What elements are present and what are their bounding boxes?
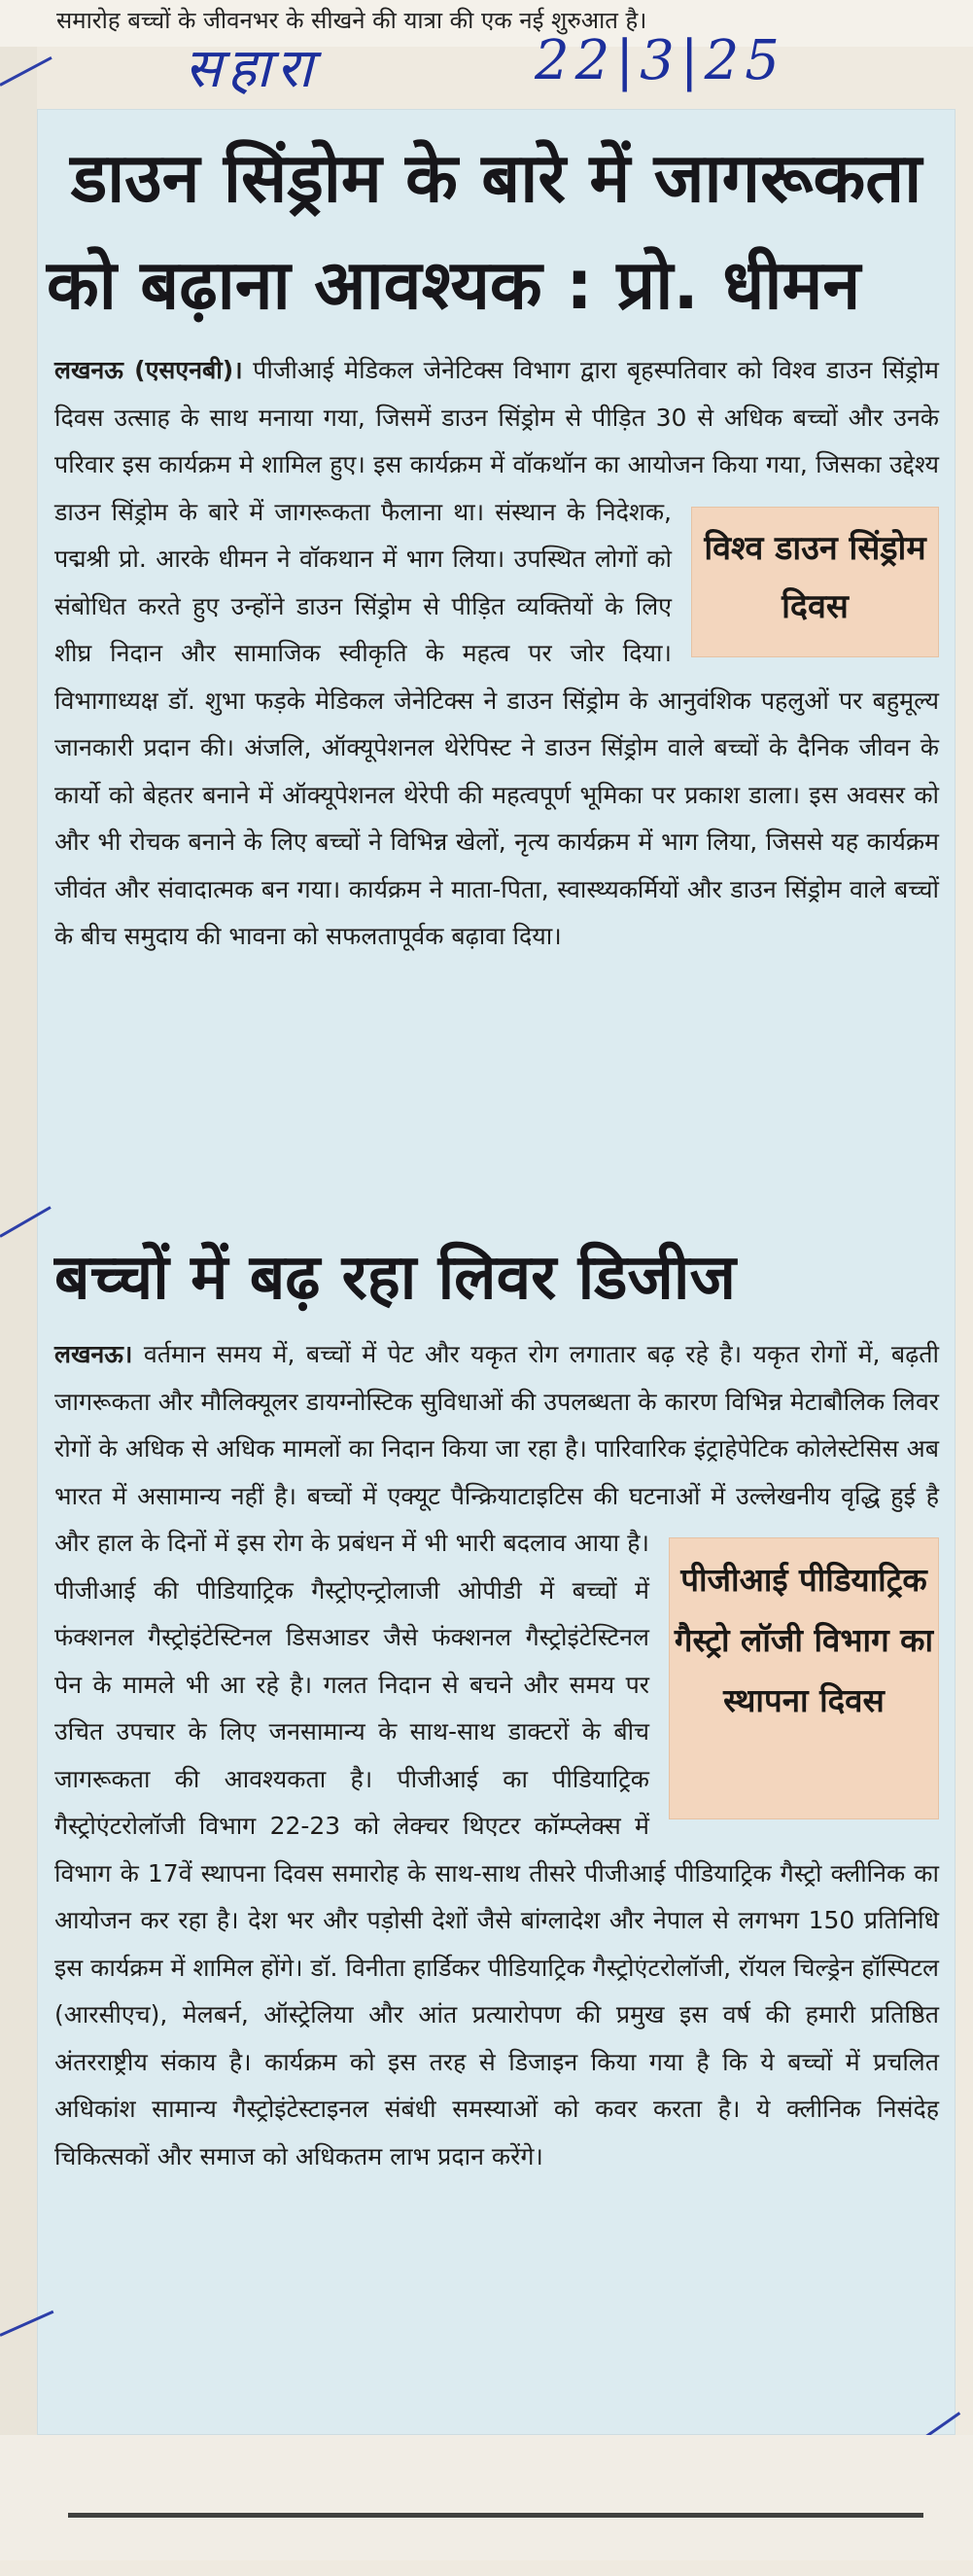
next-article-fragment <box>68 2513 923 2576</box>
article2-body <box>54 1331 939 2180</box>
article1-body-part2: जिसका उद्देश्य डाउन सिंड्रोम के बारे में जागरूकता फैलाना था। संस्थान के निदेशक, पद्मश्री प्रो. आरके धीमन ने वॉकथान में भाग लिया। उपस्थित लोगों को संबोधित करते हुए उन्होंने डाउन सिंड्रोम से पीड़ित व्यक्तियों के लिए शीघ्र निदान और सामाजिक स्वीकृति के महत्व पर जोर दिया। विभागाध्यक्ष डॉ. शुभा फड़के मेडिकल जेनेटिक्स ने डाउन सिंड्रोम के आनुवंशिक पहलुओं पर बहुमूल्य जानकारी प्रदान की। अंजलि, ऑक्यूपेशनल थेरेपिस्ट ने डाउन सिंड्रोम वाले बच्चों के दैनिक जीवन के कार्यो को बेहतर बनाने में ऑक्यूपेशनल थेरेपी की महत्वपूर्ण भूमिका पर प्रकाश डाला। इस अवसर को और भी रोचक बनाने के लिए बच्चों ने विभिन्न खेलों, नृत्य कार्यक्रम में भाग लिया, जिससे यह कार्यक्रम जीवंत और संवादात्मक बन गया। कार्यक्रम ने माता-पिता, स्वास्थ्यकर्मियों और डाउन सिंड्रोम वाले बच्चों के बीच समुदाय की भावना को सफलतापूर्वक बढ़ावा दिया। <box>54 450 939 950</box>
handwritten-annotation <box>185 29 885 107</box>
article1-body <box>54 347 939 961</box>
article1-headline-line2: को बढ़ाना आवश्यक : प्रो. धीमन <box>47 245 861 325</box>
next-article-strip <box>0 2435 973 2560</box>
handwritten-date: 22|3|25 <box>535 29 785 92</box>
previous-article-text: समारोह बच्चों के जीवनभर के सीखने की यात्रा की एक नई शुरुआत है। <box>56 7 647 34</box>
article1-body-part1: पीजीआई मेडिकल जेनेटिक्स विभाग द्वारा बृहस्पतिवार को विश्व डाउन सिंड्रोम दिवस उत्साह के साथ मनाया गया, जिसमें डाउन सिंड्रोम से पीड़ित 30 से अधिक बच्चों और उनके परिवार इस कार्यक्रम मे शामिल हुए। इस कार्यक्रम में वॉकथॉन का आयोजन किया गया, <box>54 356 939 478</box>
article1-dateline: लखनऊ (एसएनबी)। <box>54 356 243 384</box>
article2-headline: बच्चों में बढ़ रहा लिवर डिजीज <box>54 1242 736 1314</box>
article2-body-part1: वर्तमान समय में, बच्चों में पेट और यकृत रोग लगातार बढ़ रहे है। यकृत रोगों में, बढ़ती जागरूकता और मौलिक्यूलर डायग्नोस्टिक सुविधाओं की उपलब्धता के कारण विभिन्न मेटाबौलिक लिवर रोगों के अधिक से अधिक मामलों का निदान किया जा रहा है। पारिवारिक इंट्राहेपेटिक कोलेस्टेसिस अब भारत में असामान्य नहीं है। बच्चों में एक्यूट पैन्क्रियाटाइटिस की घटनाओं में उल्लेखनीय वृद्धि हुई है और हाल के दिनों में इस रोग के <box>54 1340 939 1557</box>
article2-body-part2: प्रबंधन में भी भारी बदलाव आया है। पीजीआई की पीडियाट्रिक गैस्ट्रोएन्ट्रोलाजी ओपीडी में बच्चों में फंक्शनल गैस्ट्रोइंटेस्टिनल डिसआडर जैसे फंक्शनल गैस्ट्रोइंटेस्टिनल पेन के मामले भी आ रहे है। गलत निदान से बचने और समय पर उचित उपचार के लिए जनसामान्य के साथ-साथ डाक्टरों के बीच जागरूकता की आवश्यकता है। पीजीआई का पीडियाट्रिक गैस्ट्रोएंटरोलॉजी विभाग 22-23 को लेक्चर थिएटर कॉम्प्लेक्स में विभाग के 17वें स्थापना दिवस समारोह के साथ-साथ तीसरे पीजीआई पीडियाट्रिक गैस्ट्रो क्लीनिक का आयोजन कर रहा है। देश भर और पड़ोसी देशों जैसे बांग्लादेश और नेपाल से लगभग 150 प्रतिनिधि इस कार्यक्रम में शामिल होंगे। डॉ. विनीता हार्डिकर पीडियाट्रिक गैस्ट्रोएंटरोलॉजी, रॉयल चिल्ड्रेन हॉस्पिटल (आरसीएच), मेलबर्न, ऑस्ट्रेलिया और आंत प्रत्यारोपण की प्रमुख इस वर्ष की हमारी प्रतिष्ठित अंतरराष्ट्रीय संकाय है। कार्यक्रम को इस तरह से डिजाइन किया गया है कि ये बच्चों में प्रचलित अधिकांश सामान्य गैस्ट्रोइंटेस्टाइनल संबंधी समस्याओं को कवर करता है। ये क्लीनिक निसंदेह चिकित्सकों और समाज को अधिकतम लाभ प्रदान करेंगे। <box>54 1529 939 2170</box>
article1-sidebox: विश्व डाउन सिंड्रोम दिवस <box>691 507 939 657</box>
page-edge <box>0 0 37 2560</box>
article2-dateline: लखनऊ। <box>54 1340 133 1368</box>
article2-sidebox: पीजीआई पीडियाट्रिक गैस्ट्रो लॉजी विभाग का स्थापना दिवस <box>669 1537 939 1819</box>
newspaper-clipping <box>37 109 956 2435</box>
article1-headline-line1: डाउन सिंड्रोम के बारे में जागरूकता <box>70 138 922 218</box>
handwritten-newspaper-name: सहारा <box>185 37 319 100</box>
